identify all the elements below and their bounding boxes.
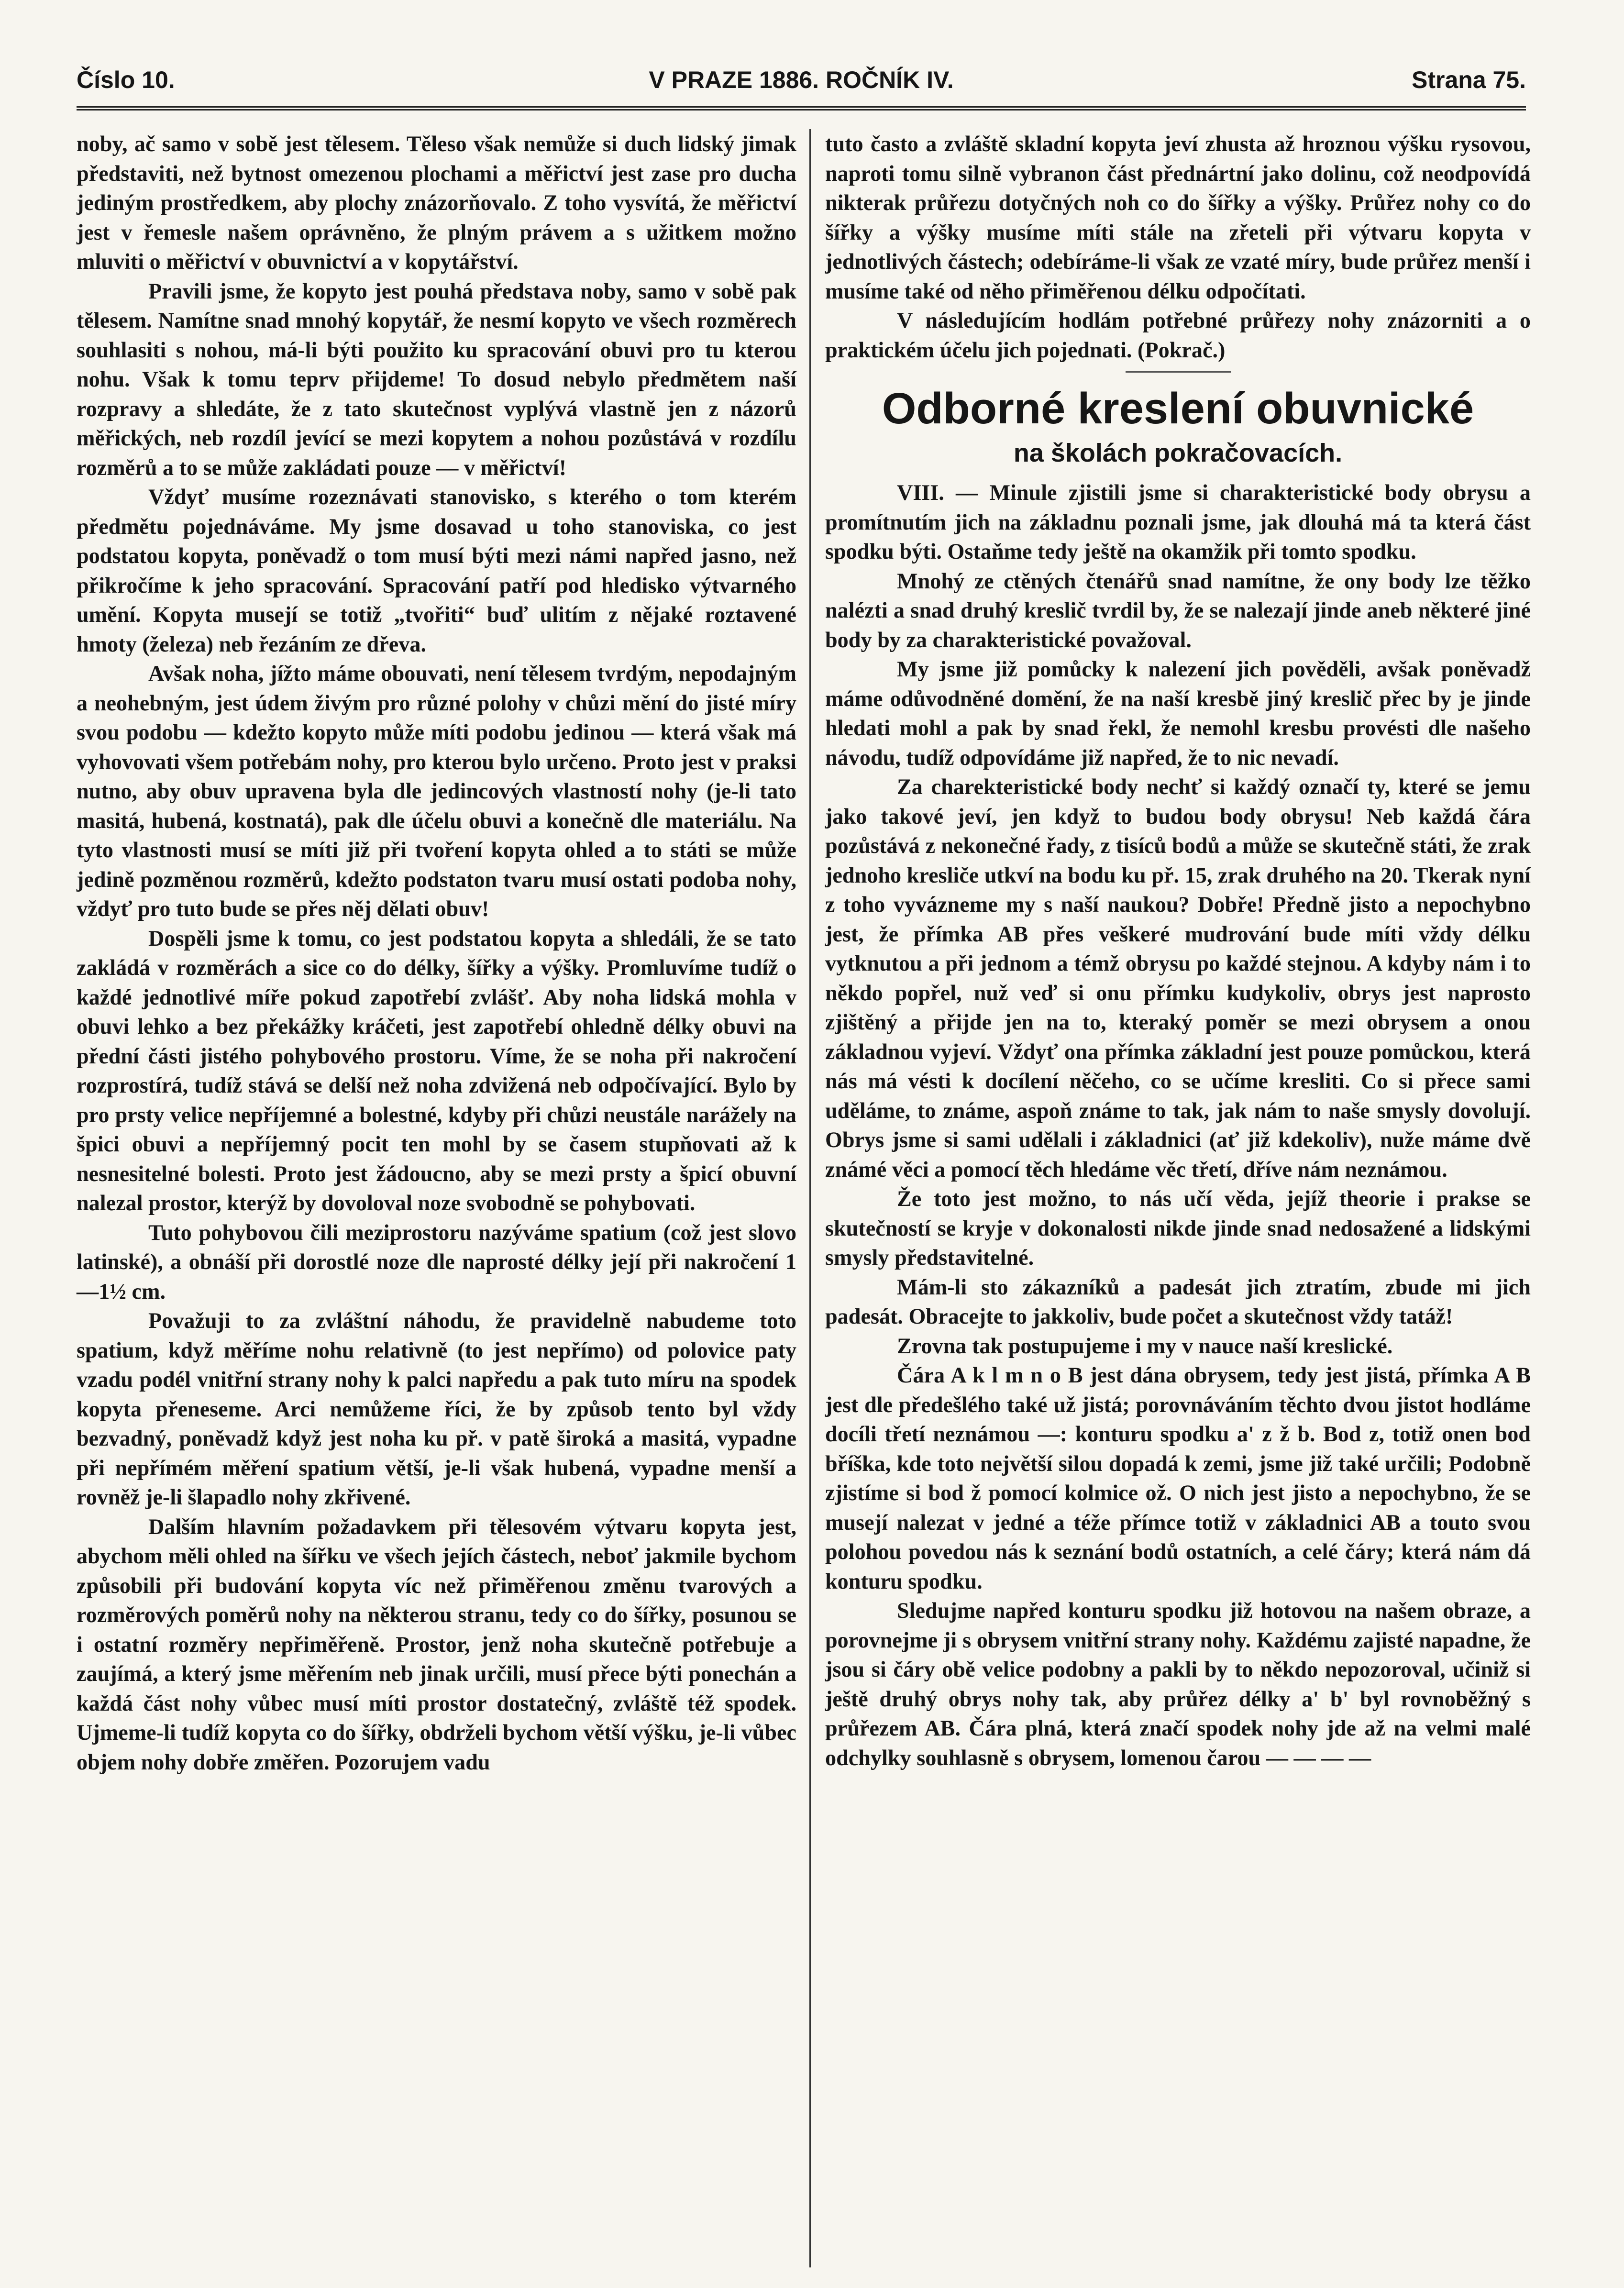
paragraph: Za charekteristické body nechť si každý označí ty, které se jemu jako takové jeví, jen když to budou body obrysu! Neb každá čára pozůstává z nekonečné řady, z tisíců bodů a může se skutečně státi, že zrak jednoho kresliče utkví na bodu ku př. 15, zrak druhého na 20. Tkerak nyní z toho vyváznеme my s naší naukou? Dobře! Předně jisto a nepochybno jest, že přímka AB přes veškeré mudrování bude míti vždy délku vytknutou a při jednom a témž obrysu po každé stejnou. A kdyby nám i to někdo popřel, nuž veď si onu přímku kudykoliv, obrys jest naprosto zjištěný a přijde jen na to, kterаký poměr se mezi obrysem a onou základnou vyjeví. Vždyť ona přímka základní jest pouze pomůckou, která nás má vésti k docílení něčeho, co se učíme kresliti. Co si přece sami uděláme, to známe, aspoň známe to tak, jak nám to naše smysly dovolují. Obrys jsme si sami udělali i základnici (ať již kdekoliv), nuže máme dvě známé věci a pomocí těch hledáme věc třetí, dříve nám neznámou. (825, 774, 1531, 1182)
column-divider (809, 129, 811, 2267)
paragraph: Vždyť musíme rozeznávati stanovisko, s kterého o tom kterém předmětu pojednáváme. My jsme dosavad u toho stanoviska, co jest podstatou kopyta, poněvadž o tom musí býti mezi námi napřed jasno, než přikročíme k jeho spracování. Spracování patří pod hledisko výtvarného umění. Kopyta musejí se totiž „tvořiti“ buď ulitím z nějaké roztavené hmoty (železa) neb řezáním ze dřeva. (77, 485, 796, 656)
left-column (77, 129, 796, 1777)
paragraph: Považuji to za zvláštní náhodu, že pravidelně nabudeme toto spatium, když měříme nohu relativně (to jest nepřímo) od polovice paty vzadu podél vnitřní strany nohy k palci napředu a pak tuto míru na spodek kopyta přeneseme. Arci nemůžeme říci, že by způsob tento byl vždy bezvadný, poněvadž když jest noha ku př. v patě široká a masitá, vypadne při nepřímém měření spatium větší, je-li však hubená, vypadne menší a rovněž je-li šlapadlo nohy zkřivené. (77, 1308, 796, 1509)
paragraph: Dospěli jsme k tomu, co jest podstatou kopyta a shledáli, že se tato zakládá v rozměrách a sice co do délky, šířky a výšky. Promluvíme tudíž o každé jednotlivé míře pokud zapotřebí zvlášť. Aby noha lidská mohla v obuvi lehko a bez překážky kráčeti, jest zapotřebí ohledně délky obuvi na přední části jistého pohybového prostoru. Víme, že se noha při nakročení rozprostírá, tudíž stává se delší než noha zdvižená neb odpočívající. Bylo by pro prsty velice nepříjemné a bolestné, kdyby při chůzi neustále narážely na špici obuvi a nepříjemný pocit ten mohl by se časem stupňovati až k nesnesitelné bolesti. Proto jest žádoucno, aby se mezi prsty a špicí obuvní nalezal prostor, kterýž by dovoloval noze svobodně se pohybovati. (77, 926, 796, 1215)
place-date-volume: V PRAZE 1886. ROČNÍK IV. (649, 66, 954, 93)
paragraph: Sledujme napřed konturu spodku již hotovou na našem obraze, a porovnejme ji s obrysem vnitřní strany nohy. Každému zajisté napadne, že jsou si čáry obě velice podobny a pakli by to někdo nepozoroval, učiniž si ještě druhý obrys nohy tak, aby průřez délky a' b' byl rovnoběžný s průřezem AB. Čára plná, která značí spodek nohy jde až na velmi malé odchylky souhlasně s obrysem, lomenou čarou — — — — (825, 1598, 1531, 1770)
paragraph: Zrovna tak postupujeme i my v nauce naší kreslické. (897, 1333, 1393, 1358)
paragraph: Mám-li sto zákazníků a padesát jich ztratím, zbude mi jich padesát. Obracejte to jakkoliv, bude počet a skutečnost vždy tatáž! (825, 1274, 1531, 1328)
article-title: Odborné kreslení obuvnické (882, 384, 1474, 433)
paragraph: Že toto jest možno, to nás učí věda, jejíž theorie i prakse se skutečností se kryje v dokonalosti nikde jinde snad nedosažené a lidskými smysly představitelné. (825, 1186, 1531, 1270)
paragraph: noby, ač samo v sobě jest tělesem. Těleso však nemůže si duch lidský jimak představiti, než bytnost omezenou plochami a měřictví jest zase pro ducha jediným prostředkem, aby plochy znázorňovalo. Z toho vysvítá, že měřictví jest v řemesle našem oprávněno, že plným právem a s užitkem možno mluviti o měřictví v obuvnictví a v kopytářství. (77, 132, 796, 274)
right-column (825, 129, 1531, 1772)
paragraph: VIII. — Minule zjistili jsme si charakteristické body obrysu a promítnutím jich na základnu poznali jsme, jak dlouhá má ta která část spodku býti. Ostaňme tedy ještě na okamžik při tomto spodku. (825, 480, 1531, 564)
paragraph: Mnohý ze ctěných čtenářů snad namítne, že ony body lze těžko nalézti a snad druhý kreslič tvrdil by, že se nalezají jinde aneb některé jiné body by za charakteristické považoval. (825, 568, 1531, 652)
paragraph: Avšak noha, jížto máme obouvati, není tělesem tvrdým, nepodajným a neohebným, jest údem živým pro různé polohy v chůzi mění do jisté míry svou podobu — kdežto kopyto může míti podobu jedinou — která však má vyhovovati všem potřebám nohy, pro kterou bylo určeno. Proto jest v praksi nutno, aby obuv upravena byla dle jedincových vlastností nohy (je-li tato masitá, hubená, kostnatá), pak dle účelu obuvi a konečně dle materiálu. Na tyto vlastnosti musí se míti již při tvoření kopyta ohled a to státi se může jedině pozměnou rozměrů, kdežto podstaton tvaru musí ostati podoba nohy, vždyť pro tuto bude se přes něj dělati obuv! (77, 661, 796, 921)
paragraph: My jsme již pomůcky k nalezení jich pověděli, avšak poněvadž máme odůvodněné domění, že na naší kresbě jiný kreslič přec by je jinde hledati mohl a pak by snad řekl, že nemohl kresbu provésti dle našeho návodu, tudíž odpovídáme již napřed, že to nic nevadí. (825, 657, 1531, 770)
header-rule (77, 106, 1526, 112)
article-subtitle: na školách pokračovacích. (1013, 439, 1343, 467)
paragraph: Čára A k l m n o B jest dána obrysem, tedy jest jistá, přímka A B jest dle předešlého také už jistá; porovnáváním těchto dvou jistot hodláme docíli třetí neznámou —: konturu spodku a' z ž b. Bod z, totiž onen bod bříška, kde toto největší silou dopadá k zemi, jsme již také určili; Podobně zjistíme si bod ž pomocí kolmice ož. O nich jest jisto a nepochybno, že se musejí nalezat v jedné a téže přímce totiž v základnici AB a touto svou polohou povedou nás k seznání bodů ostatních, a celé čáry; která nám dá konturu spodku. (825, 1363, 1531, 1593)
page-header (77, 56, 1526, 109)
paragraph: Dalším hlavním požadavkem při tělesovém výtvaru kopyta jest, abychom měli ohled na šířku ve všech jejích částech, neboť jakmile bychom způsobili při budování kopyta víc než přiměřenou změnu tvarových a rozměrových poměrů nohy na některou stranu, tedy co do šířky, posunou se i ostatní rozměry nepřiměřeně. Prostor, jenž noha skutečně potřebuje a zaujímá, a který jsme měřením neb jinak určili, musí přece býti ponechán a každá část nohy vůbec musí míti prostor dostatečný, zvláště též spodek. Ujmeme-li tudíž kopyta co do šířky, obdrželi bychom větší výšku, je-li vůbec objem nohy dobře změřen. Pozorujem vadu (77, 1514, 796, 1774)
issue-number: Číslo 10. (77, 66, 175, 93)
paragraph: V následujícím hodlám potřebné průřezy nohy znázorniti a o praktickém účelu jich pojednati. (Pokrač.) (825, 308, 1531, 362)
page-number: Strana 75. (1411, 66, 1526, 93)
section-separator (1126, 371, 1231, 373)
paragraph: Pravili jsme, že kopyto jest pouhá představa noby, samo v sobě pak tělesem. Namítne snad mnohý kopytář, že nesmí kopyto ve všech rozměrech souhlasiti s nohou, má-li býti použito ku spracování obuvi pro tu kterou nohu. Však k tomu teprv přijdeme! To dosud nebylo předmětem naší rozpravy a shledáte, že z tato skutečnost vyplývá vlastně jen z názorů měřických, neb rozdíl jevící se mezi kopytem a nohou pozůstává v rozdílu rozměrů a to se může zakládati pouze — v měřictví! (77, 278, 796, 480)
paragraph: Tuto pohybovou čili meziprostoru nazýváme spatium (což jest slovo latinské), a obnáší při dorostlé noze dle naprosté délky její při nakročení 1—1½ cm. (77, 1220, 796, 1304)
paragraph: tuto často a zvláště skladní kopyta jeví zhusta až hroznou výšku rysovou, naproti tomu silně vybranon část přednártní jako dolinu, což neodpovídá nikterak průřezu dotyčných noh co do šířky a výšky. Průřez nohy co do šířky a výšky musíme míti stále na zřeteli při výtvaru kopyta v jednotlivých částech; odebíráme-li však ze vzaté míry, bude průřez menší i musíme také od něho přiměřenou délku odpočítati. (825, 132, 1531, 303)
